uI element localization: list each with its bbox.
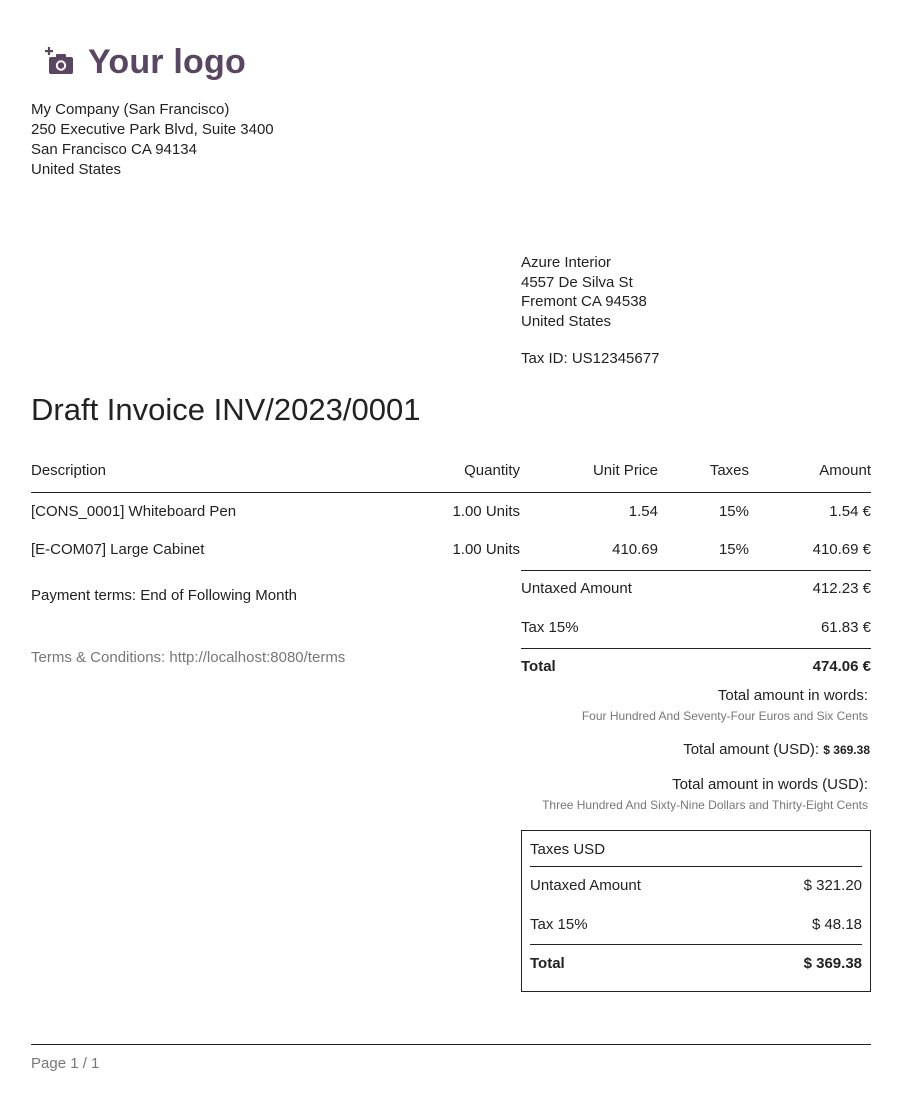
- amount-in-words-text: Four Hundred And Seventy-Four Euros and Six Cents: [581, 709, 868, 723]
- usd-total-value: $ 369.38: [803, 955, 862, 972]
- tax-label: Tax 15%: [521, 619, 579, 636]
- invoice-title: Draft Invoice INV/2023/0001: [31, 392, 421, 427]
- table-row: [31, 541, 871, 565]
- line-quantity: 1.00 Units: [452, 541, 520, 558]
- line-unit-price: 1.54: [628, 503, 658, 520]
- line-taxes: 15%: [718, 503, 749, 520]
- line-description: [CONS_0001] Whiteboard Pen: [31, 503, 237, 520]
- page-number: Page 1 / 1: [31, 1055, 100, 1072]
- header-taxes: Taxes: [709, 462, 749, 479]
- header-amount: Amount: [819, 462, 871, 479]
- footer-divider: [31, 1044, 871, 1045]
- usd-tax-label: Tax 15%: [530, 916, 588, 933]
- line-description: [E-COM07] Large Cabinet: [31, 541, 205, 558]
- line-taxes: 15%: [718, 541, 749, 558]
- terms-conditions-link[interactable]: Terms & Conditions: http://localhost:8080/terms: [31, 649, 346, 666]
- usd-amount-in-words-text: Three Hundred And Sixty-Nine Dollars and Thirty-Eight Cents: [542, 798, 868, 812]
- usd-tax-value: $ 48.18: [811, 916, 862, 933]
- company-name: My Company (San Francisco): [31, 101, 230, 118]
- total-usd-label: Total amount (USD):: [683, 741, 820, 758]
- usd-box-divider: [530, 866, 862, 867]
- header-quantity: Quantity: [464, 462, 520, 479]
- total-usd-value: $ 369.38: [823, 743, 870, 757]
- line-amount: 1.54 €: [829, 503, 871, 520]
- usd-untaxed-label: Untaxed Amount: [530, 877, 641, 894]
- camera-add-icon: [44, 45, 78, 79]
- usd-total-label: Total: [530, 955, 565, 972]
- untaxed-amount-value: 412.23 €: [812, 580, 871, 597]
- usd-box-total-divider: [530, 944, 862, 945]
- header-unit-price: Unit Price: [592, 462, 658, 479]
- untaxed-amount-label: Untaxed Amount: [521, 580, 632, 597]
- total-divider: [521, 648, 871, 649]
- usd-amount-in-words-label: Total amount in words (USD):: [672, 776, 868, 793]
- company-country: United States: [31, 161, 122, 178]
- customer-city: Fremont CA 94538: [521, 293, 647, 310]
- header-description: Description: [31, 462, 107, 479]
- lines-table-header: [31, 462, 871, 493]
- usd-box-title: Taxes USD: [530, 841, 606, 858]
- total-value: 474.06 €: [812, 658, 871, 675]
- tax-value: 61.83 €: [820, 619, 871, 636]
- total-label: Total: [521, 658, 556, 675]
- totals-divider: [521, 570, 871, 571]
- amount-in-words-label: Total amount in words:: [717, 687, 868, 704]
- customer-name: Azure Interior: [521, 254, 612, 271]
- customer-street: 4557 De Silva St: [521, 273, 633, 291]
- table-row: [31, 503, 871, 527]
- customer-address: [521, 253, 647, 331]
- total-usd-line: [683, 741, 870, 758]
- usd-taxes-box: [521, 830, 871, 992]
- logo-text: Your logo: [88, 42, 246, 81]
- company-city: San Francisco CA 94134: [31, 141, 197, 158]
- company-address: [31, 100, 274, 180]
- company-logo: [44, 32, 246, 92]
- company-street: 250 Executive Park Blvd, Suite 3400: [31, 121, 274, 138]
- payment-terms: Payment terms: End of Following Month: [31, 587, 297, 604]
- line-unit-price: 410.69: [612, 541, 658, 558]
- line-amount: 410.69 €: [812, 541, 871, 558]
- usd-untaxed-value: $ 321.20: [803, 877, 862, 894]
- customer-tax-id: Tax ID: US12345677: [521, 350, 660, 367]
- customer-country: United States: [521, 312, 612, 330]
- line-quantity: 1.00 Units: [452, 503, 520, 520]
